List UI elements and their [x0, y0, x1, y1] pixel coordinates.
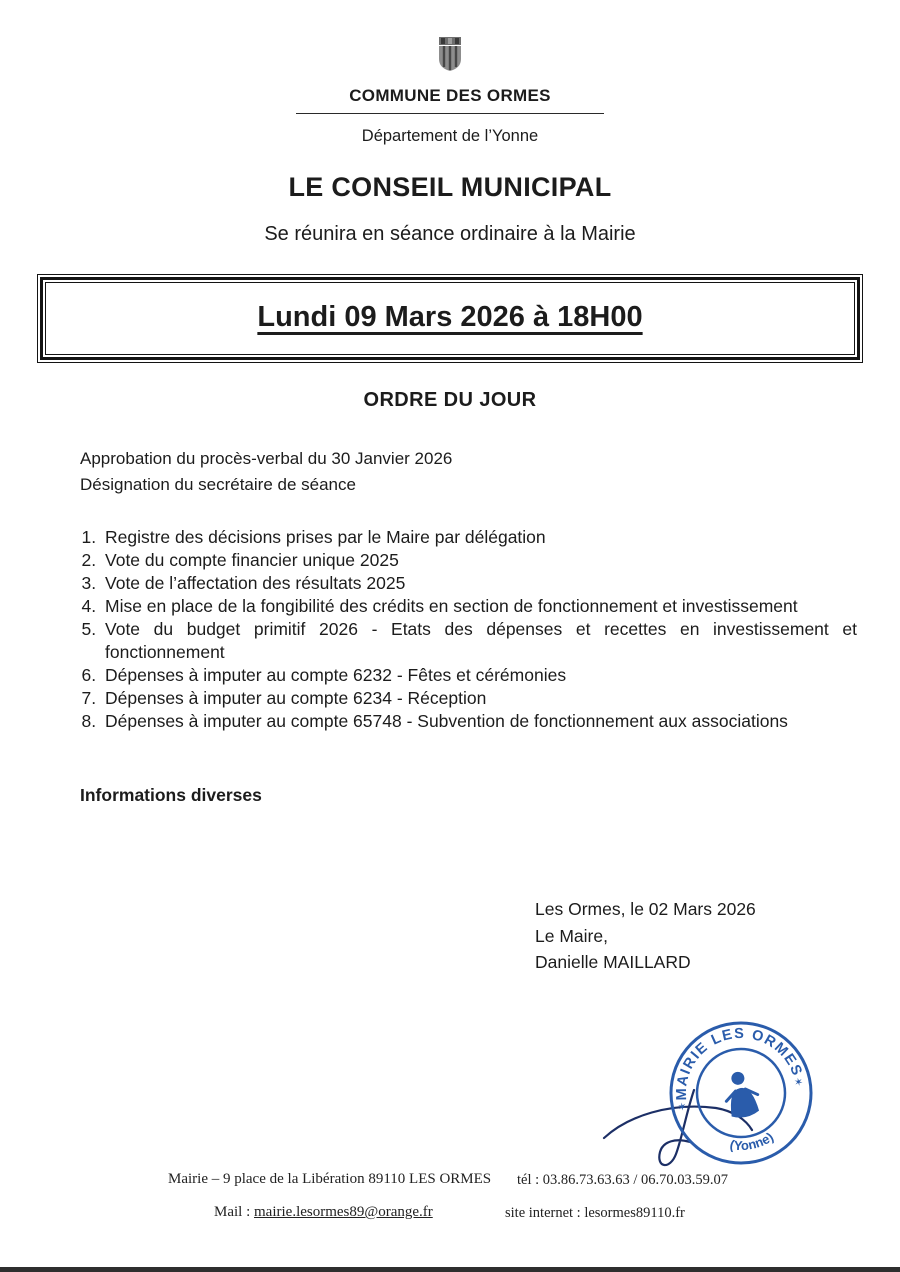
agenda-preliminaries: [80, 446, 857, 498]
agenda-item: 6. Dépenses à imputer au compte 6232 - Fêtes et cérémonies: [101, 664, 857, 687]
meeting-subtitle: Se réunira en séance ordinaire à la Mairie: [264, 223, 636, 245]
mairie-stamp: [652, 1004, 830, 1182]
meeting-date-box-inner: [45, 282, 855, 355]
stamp-star-left: ✶: [676, 1100, 689, 1115]
agenda-item: 8. Dépenses à imputer au compte 65748 - Subvention de fonctionnement aux associations: [101, 710, 857, 733]
agenda-preliminary-approbation: Approbation du procès-verbal du 30 Janvier 2026: [80, 449, 453, 468]
commune-name: COMMUNE DES ORMES: [349, 86, 551, 105]
stamp-center-emblem: [721, 1069, 762, 1121]
signatory-name: Danielle MAILLARD: [535, 952, 691, 972]
agenda-item: 2. Vote du compte financier unique 2025: [101, 549, 857, 572]
footer-phone: tél : 03.86.73.63.63 / 06.70.03.59.07: [517, 1172, 729, 1188]
place-date: Les Ormes, le 02 Mars 2026: [535, 899, 756, 919]
footer-mail: [214, 1204, 433, 1221]
footer-mail-label: Mail :: [214, 1204, 254, 1220]
agenda-list: [80, 526, 857, 733]
svg-text:(Yonne): [726, 1128, 777, 1157]
agenda-item: 3. Vote de l’affectation des résultats 2025: [101, 572, 857, 595]
coat-of-arms-icon: [433, 34, 467, 74]
footer-address: Mairie – 9 place de la Libération 89110 LES ORMES: [168, 1171, 492, 1187]
agenda-item: 5. Vote du budget primitif 2026 - Etats des dépenses et recettes en investissement et fonctionnement: [101, 618, 857, 664]
footer-website: site internet : lesormes89110.fr: [505, 1205, 685, 1221]
footer-mail-link[interactable]: mairie.lesormes89@orange.fr: [254, 1204, 433, 1220]
signature-block: [535, 896, 900, 976]
stamp-star-right: ✶: [792, 1075, 805, 1090]
scan-edge-artifact: [0, 1267, 900, 1272]
commune-underline: [296, 113, 604, 114]
stamp-bottom-text: (Yonne): [728, 1129, 777, 1154]
agenda-heading: ORDRE DU JOUR: [363, 389, 537, 411]
signatory-role: Le Maire,: [535, 925, 608, 946]
departement-name: Département de l’Yonne: [361, 127, 539, 145]
meeting-date-box: [37, 274, 863, 363]
agenda-item: 7. Dépenses à imputer au compte 6234 - Réception: [101, 687, 857, 710]
stamp-top-text: MAIRIE LES ORMES: [673, 1025, 806, 1101]
agenda-preliminary-secretaire: Désignation du secrétaire de séance: [80, 475, 356, 494]
informations-diverses: Informations diverses: [80, 785, 262, 805]
agenda-item: 1. Registre des décisions prises par le Maire par délégation: [101, 526, 857, 549]
agenda-item: 4. Mise en place de la fongibilité des crédits en section de fonctionnement et investissement: [101, 595, 857, 618]
meeting-datetime: Lundi 09 Mars 2026 à 18H00: [257, 301, 643, 333]
document-title: LE CONSEIL MUNICIPAL: [288, 172, 612, 202]
meeting-date-box-frame: [40, 277, 860, 360]
